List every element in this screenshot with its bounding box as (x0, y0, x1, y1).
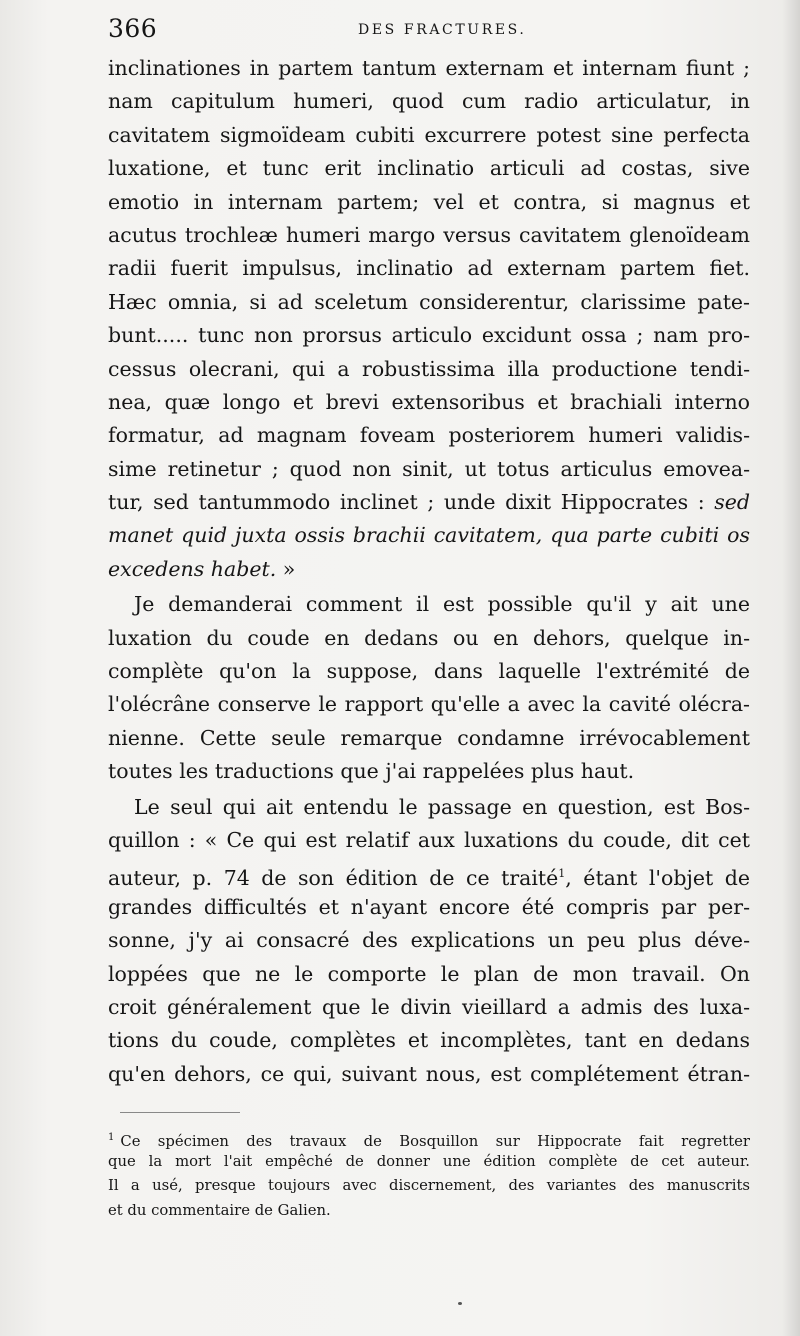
text-run: qu'en dehors, ce qui, suivant nous, est complétement étran- (108, 1061, 750, 1086)
text-run: nienne. Cette seule remarque condamne irrévocablement (108, 725, 750, 750)
text-run: bunt..... tunc non prorsus articulo excidunt ossa ; nam pro- (108, 323, 750, 348)
footnote-line (108, 1150, 750, 1174)
footnote-text: Il a usé, presque toujours avec discernement, des variantes des manuscrits (108, 1177, 750, 1195)
text-line (108, 791, 750, 824)
footnote-line (108, 1174, 750, 1198)
text-line (108, 519, 750, 552)
text-run: quillon : « Ce qui est relatif aux luxations du coude, dit cet (108, 827, 750, 852)
text-line (108, 991, 750, 1024)
text-run: loppées que ne le comporte le plan de mon travail. On (108, 961, 750, 986)
footnote-reference: 1 (558, 867, 566, 881)
footnote (108, 1126, 750, 1223)
text-line (108, 453, 750, 486)
text-line (108, 119, 750, 152)
text-run: nam capitulum humeri, quod cum radio articulatur, in (108, 89, 750, 114)
text-line (108, 688, 750, 721)
text-line (108, 655, 750, 688)
text-run: Je demanderai comment il est possible qu'il y ait une (134, 592, 750, 617)
text-run: luxation du coude en dedans ou en dehors, quelque in- (108, 625, 750, 650)
footnote-line (108, 1126, 750, 1150)
page-edge-shadow (782, 0, 800, 1336)
text-line (108, 588, 750, 621)
text-run: sime retinetur ; quod non sinit, ut totus articulus emovea- (108, 456, 750, 481)
text-run: , étant l'objet de (565, 866, 750, 891)
text-run: croit généralement que le divin vieillard a admis des luxa- (108, 994, 750, 1019)
text-run: radii fuerit impulsus, inclinatio ad externam partem fiet. (108, 256, 750, 281)
text-line (108, 186, 750, 219)
footnote-text: Ce spécimen des travaux de Bosquillon sur Hippocrate fait regretter (120, 1132, 750, 1150)
footnote-marker: 1 (108, 1132, 115, 1143)
text-line (108, 386, 750, 419)
text-line (108, 722, 750, 755)
text-line (108, 553, 750, 586)
text-line (108, 1058, 750, 1091)
text-line (108, 486, 750, 519)
text-line (108, 319, 750, 352)
text-line (108, 353, 750, 386)
text-line (108, 219, 750, 252)
text-run: Hæc omnia, si ad sceletum considerentur, clarissime pate- (108, 289, 750, 314)
text-run: luxatione, et tunc erit inclinatio articuli ad costas, sive (108, 156, 750, 181)
footnote-text: et du commentaire de Galien. (108, 1201, 331, 1219)
text-line (108, 857, 750, 890)
text-run: emotio in internam partem; vel et contra, si magnus et (108, 189, 750, 214)
text-run: complète qu'on la suppose, dans laquelle l'extrémité de (108, 659, 750, 684)
footnote-text: que la mort l'ait empêché de donner une édition complète de cet auteur. (108, 1153, 750, 1171)
text-line (108, 622, 750, 655)
text-run: toutes les traductions que j'ai rappelées plus haut. (108, 759, 635, 784)
text-run: acutus trochleæ humeri margo versus cavitatem glenoïdeam (108, 222, 750, 247)
text-run: tur, sed tantummodo inclinet ; unde dixit Hippocrates : (108, 490, 705, 515)
text-run: auteur, p. 74 de son édition de ce traité (108, 866, 559, 891)
footnote-line (108, 1199, 750, 1223)
text-line (108, 824, 750, 857)
text-line (108, 85, 750, 118)
paper-speck (458, 1302, 462, 1305)
text-line (108, 755, 750, 788)
text-line (108, 419, 750, 452)
running-head-title: DES FRACTURES. (358, 22, 527, 38)
text-run: cessus olecrani, qui a robustissima illa productione tendi- (108, 356, 750, 381)
running-head (108, 14, 748, 48)
text-line (108, 52, 750, 85)
page-number: 366 (108, 14, 158, 43)
text-line (108, 152, 750, 185)
text-line (108, 924, 750, 957)
text-run: cavitatem sigmoïdeam cubiti excurrere potest sine perfecta (108, 122, 750, 147)
text-line (108, 891, 750, 924)
text-run: nea, quæ longo et brevi extensoribus et brachiali interno (108, 389, 750, 414)
body-text (108, 52, 750, 1091)
text-run: formatur, ad magnam foveam posteriorem humeri validis- (108, 423, 750, 448)
text-run: » (276, 556, 296, 581)
text-line (108, 958, 750, 991)
italic-run: manet quid juxta ossis brachii cavitatem, qua parte cubiti os (108, 523, 750, 548)
text-line (108, 1024, 750, 1057)
text-run: tions du coude, complètes et incomplètes, tant en dedans (108, 1028, 750, 1053)
italic-run: excedens habet. (108, 556, 277, 581)
text-run: grandes difficultés et n'ayant encore été compris par per- (108, 894, 750, 919)
italic-run: sed (714, 490, 750, 515)
text-line (108, 286, 750, 319)
text-line (108, 252, 750, 285)
text-run: inclinationes in partem tantum externam et internam fiunt ; (108, 56, 750, 80)
text-run: sonne, j'y ai consacré des explications un peu plus déve- (108, 928, 750, 953)
footnote-rule (120, 1112, 240, 1113)
text-run: Le seul qui ait entendu le passage en question, est Bos- (134, 794, 750, 819)
text-run: l'olécrâne conserve le rapport qu'elle a avec la cavité olécra- (108, 692, 750, 717)
